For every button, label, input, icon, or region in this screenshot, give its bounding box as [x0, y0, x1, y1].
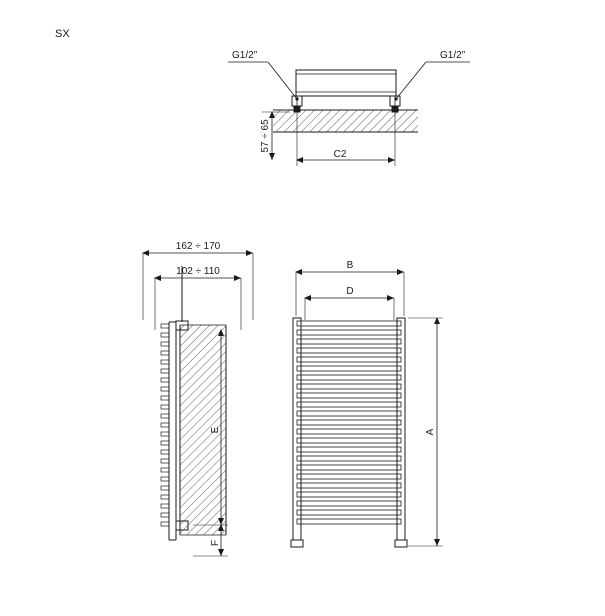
- front-rail-group: [297, 321, 401, 524]
- label-g12-left: G1/2": [232, 50, 258, 61]
- label-c2: C2: [333, 149, 347, 160]
- label-d: D: [346, 286, 354, 297]
- leader-right: [396, 62, 426, 99]
- label-g12-right: G1/2": [440, 50, 466, 61]
- label-162-170: 162 ÷ 170: [175, 241, 221, 252]
- wall-hatch-top: [273, 110, 418, 132]
- connection-right: [390, 96, 400, 112]
- label-57-65: 57 ÷ 65: [260, 119, 271, 153]
- front-foot-left: [291, 540, 303, 547]
- label-102-110: 102 ÷ 110: [176, 266, 220, 277]
- label-a: A: [425, 428, 436, 436]
- top-view: [228, 50, 470, 166]
- side-view: [143, 241, 253, 556]
- label-b: B: [346, 260, 354, 271]
- label-f: F: [210, 539, 221, 547]
- leader-left: [268, 62, 297, 99]
- front-view: [291, 260, 443, 547]
- side-rail-group: [161, 324, 169, 526]
- front-foot-right: [395, 540, 407, 547]
- label-e: E: [210, 426, 221, 434]
- drawing-title: SX: [55, 28, 70, 40]
